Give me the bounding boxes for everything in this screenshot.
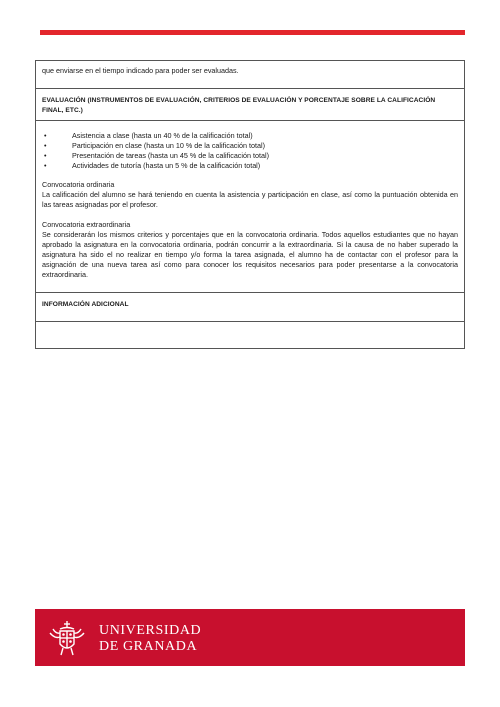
- additional-info-text: [36, 322, 465, 349]
- brand-name-line1: UNIVERSIDAD: [99, 623, 202, 638]
- extraordinaria-text: Se considerarán los mismos criterios y porcentajes que en la convocatoria ordinaria. Todos aquellos estudiantes que no hayan aprobado la asignatura en la convocatoria ordinaria, podrán concurrir a la extraordinaria. Si la causa de no haber superado la asignatura ha sido el no realizar en tiempo y/o forma la tarea asignada, el alumno ha de contactar con el profesor para la asignación de una nueva tarea así como para conocer los requisitos necesarios para poder presentarse a la convocatoria extraordinaria.: [42, 230, 458, 279]
- table-row: [36, 61, 465, 89]
- intro-text: que enviarse en el tiempo indicado para poder ser evaluadas.: [36, 61, 465, 89]
- table-row: [36, 89, 465, 121]
- criteria-item-label: Actividades de tutoría (hasta un 5 % de la calificación total): [72, 161, 261, 170]
- ordinaria-title: Convocatoria ordinaria: [42, 180, 115, 189]
- university-crest-icon: [46, 617, 88, 659]
- header-accent-bar: [40, 30, 465, 35]
- extraordinaria-section: [42, 220, 458, 280]
- table-row: [36, 322, 465, 349]
- list-item: [42, 131, 458, 141]
- criteria-list: [42, 131, 458, 171]
- ordinaria-text: La calificación del alumno se hará teniendo en cuenta la asistencia y participación en clase, así como la puntuación obtenida en las tareas asignadas por el profesor.: [42, 190, 458, 209]
- brand-name-line2: DE GRANADA: [99, 639, 198, 654]
- list-item: [42, 161, 458, 171]
- bullet-icon: •: [44, 161, 47, 170]
- table-row: [36, 293, 465, 322]
- evaluation-heading: EVALUACIÓN (INSTRUMENTOS DE EVALUACIÓN, CRITERIOS DE EVALUACIÓN Y PORCENTAJE SOBRE LA CALIFICACIÓN FINAL, ETC.): [36, 89, 465, 121]
- bullet-icon: •: [44, 131, 47, 140]
- extraordinaria-title: Convocatoria extraordinaria: [42, 220, 131, 229]
- guide-table: [35, 60, 465, 349]
- criteria-item-label: Presentación de tareas (hasta un 45 % de la calificación total): [72, 151, 269, 160]
- additional-info-heading: INFORMACIÓN ADICIONAL: [36, 293, 465, 322]
- evaluation-content: [36, 121, 465, 293]
- list-item: [42, 151, 458, 161]
- criteria-item-label: Participación en clase (hasta un 10 % de la calificación total): [72, 141, 265, 150]
- ordinaria-section: [42, 180, 458, 210]
- bullet-icon: •: [44, 151, 47, 160]
- criteria-item-label: Asistencia a clase (hasta un 40 % de la calificación total): [72, 131, 253, 140]
- list-item: [42, 141, 458, 151]
- bullet-icon: •: [44, 141, 47, 150]
- table-row: [36, 121, 465, 293]
- footer-band: [35, 609, 465, 666]
